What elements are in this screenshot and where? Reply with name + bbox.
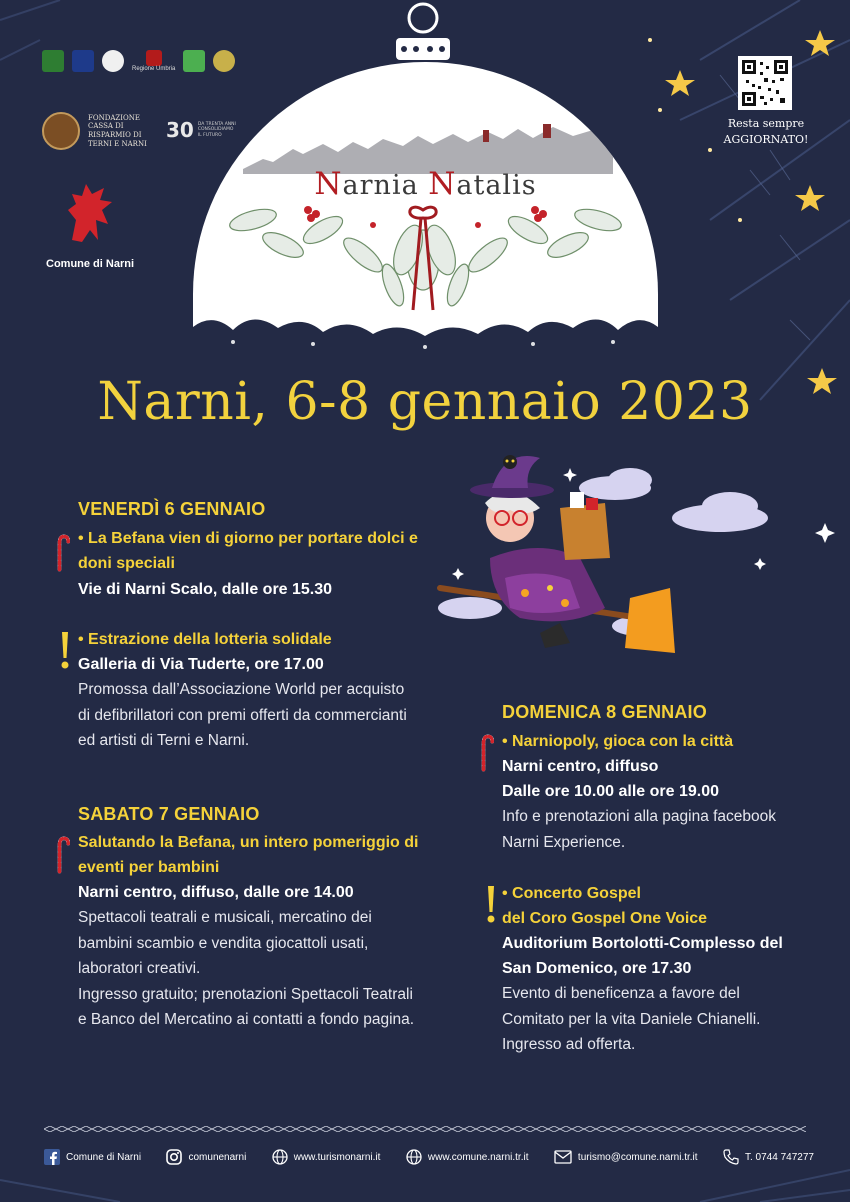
regione-umbria-logo: Regione Umbria (132, 50, 175, 72)
event-title: del Coro Gospel One Voice (502, 910, 708, 927)
website-comune-link[interactable]: www.comune.narni.tr.it (406, 1149, 529, 1165)
event-location-time: Galleria di Via Tuderte, ore 17.00 (78, 656, 324, 673)
candy-cane-icon (56, 532, 70, 574)
saturday-day-heading: SABATO 7 GENNAIO (78, 804, 260, 824)
event-description: Ingresso gratuito; prenotazioni Spettacoli Teatrali (78, 985, 413, 1003)
event-location-time: Narni centro, diffuso, dalle ore 14.00 (78, 884, 354, 901)
event-description: ed artisti di Terni e Narni. (78, 732, 250, 749)
candy-cane-icon (480, 732, 494, 774)
friday-section (78, 499, 458, 520)
ornament-cap-icon (388, 0, 458, 70)
sunday-section (502, 702, 822, 723)
facebook-link[interactable]: Comune di Narni (44, 1149, 141, 1165)
mail-icon (554, 1149, 572, 1165)
event-description: Ingresso ad offerta. (502, 1036, 636, 1053)
event-location-time: Dalle ore 10.00 alle ore 19.00 (502, 783, 720, 800)
event-title: • Estrazione della lotteria solidale (78, 631, 332, 648)
event-description: Narni Experience. (502, 833, 626, 851)
event-title: Salutando la Befana, un intero pomeriggio di (78, 834, 419, 851)
footer-contacts (44, 1146, 814, 1168)
sunday-day-heading: DOMENICA 8 GENNAIO (502, 702, 707, 722)
page-title: Narni, 6-8 gennaio 2023 (97, 372, 753, 432)
event-title: • Concerto Gospel (502, 885, 641, 902)
phone-icon (723, 1149, 739, 1165)
globe-icon (406, 1149, 422, 1165)
fondazione-seal-icon (42, 112, 80, 150)
event-description: bambini scambio e vendita giocattoli usati, (78, 934, 369, 952)
fondazione-logo: FONDAZIONE CASSA DI RISPARMIO DI TERNI E NARNI (42, 112, 158, 150)
umbria-map-icon (213, 50, 235, 72)
friday-day-heading: VENERDÌ 6 GENNAIO (78, 499, 266, 519)
instagram-link[interactable]: comunenarni (166, 1149, 246, 1165)
event-title: eventi per bambini (78, 859, 220, 876)
event-description: Promossa dall’Associazione World per acquisto (78, 681, 405, 698)
qr-code-icon[interactable] (738, 56, 792, 110)
event-location-time: San Domenico, ore 17.30 (502, 960, 692, 977)
website-tourism-link[interactable]: www.turismonarni.it (272, 1149, 381, 1165)
friday-event-lottery (78, 627, 458, 754)
exclamation-icon (58, 630, 72, 670)
snowflake-border (193, 302, 658, 352)
saturday-section (78, 804, 458, 825)
qr-caption: Resta sempre AGGIORNATO! (723, 117, 809, 146)
event-description: laboratori creativi. (78, 960, 201, 977)
green-logo-icon (183, 50, 205, 72)
friday-event-befana (78, 526, 448, 602)
phone-link[interactable]: T. 0744 747277 (723, 1149, 814, 1165)
regione-umbria-icon (146, 50, 162, 66)
event-description: Comitato per la vita Daniele Chianelli. (502, 1010, 761, 1028)
eu-flag-icon (72, 50, 94, 72)
anniversary-logo: 30 DA TRENTA ANNI CONSOLIDIAMO IL FUTURO (166, 118, 236, 142)
event-location-time: Vie di Narni Scalo, dalle ore 15.30 (78, 581, 333, 598)
griffin-emblem-icon (62, 180, 118, 246)
event-description: Info e prenotazioni alla pagina facebook (502, 808, 777, 825)
partner-logos (42, 50, 235, 72)
saturday-event-befana (78, 830, 458, 1033)
candy-cane-icon (56, 834, 70, 876)
event-location-time: Auditorium Bortolotti-Complesso del (502, 935, 783, 952)
event-brand-title: Narnia Natalis (314, 166, 537, 202)
event-description: Spettacoli teatrali e musicali, mercatino dei (78, 909, 372, 926)
sunday-event-gospel (502, 881, 822, 1058)
exclamation-icon (484, 884, 498, 924)
event-description: di defibrillatori con premi offerti da commercianti (78, 706, 407, 724)
sunday-event-narniopoly (502, 729, 822, 855)
narni-logo-icon (42, 50, 64, 72)
event-description: Evento di beneficenza a favore del (502, 985, 740, 1002)
befana-witch-illustration (430, 448, 840, 668)
instagram-icon (166, 1149, 182, 1165)
facebook-icon (44, 1149, 60, 1165)
event-title: doni speciali (78, 555, 175, 572)
republic-emblem-icon (102, 50, 124, 72)
event-location-time: Narni centro, diffuso (502, 758, 659, 775)
email-link[interactable]: turismo@comune.narni.tr.it (554, 1149, 698, 1165)
event-title: • La Befana vien di giorno per portare dolci e (78, 530, 418, 547)
footer-divider (44, 1126, 806, 1132)
comune-name: Comune di Narni (46, 258, 135, 270)
event-title: • Narniopoly, gioca con la città (502, 733, 734, 750)
globe-icon (272, 1149, 288, 1165)
event-description: e Banco del Mercatino ai contatti a fondo pagina. (78, 1011, 415, 1028)
